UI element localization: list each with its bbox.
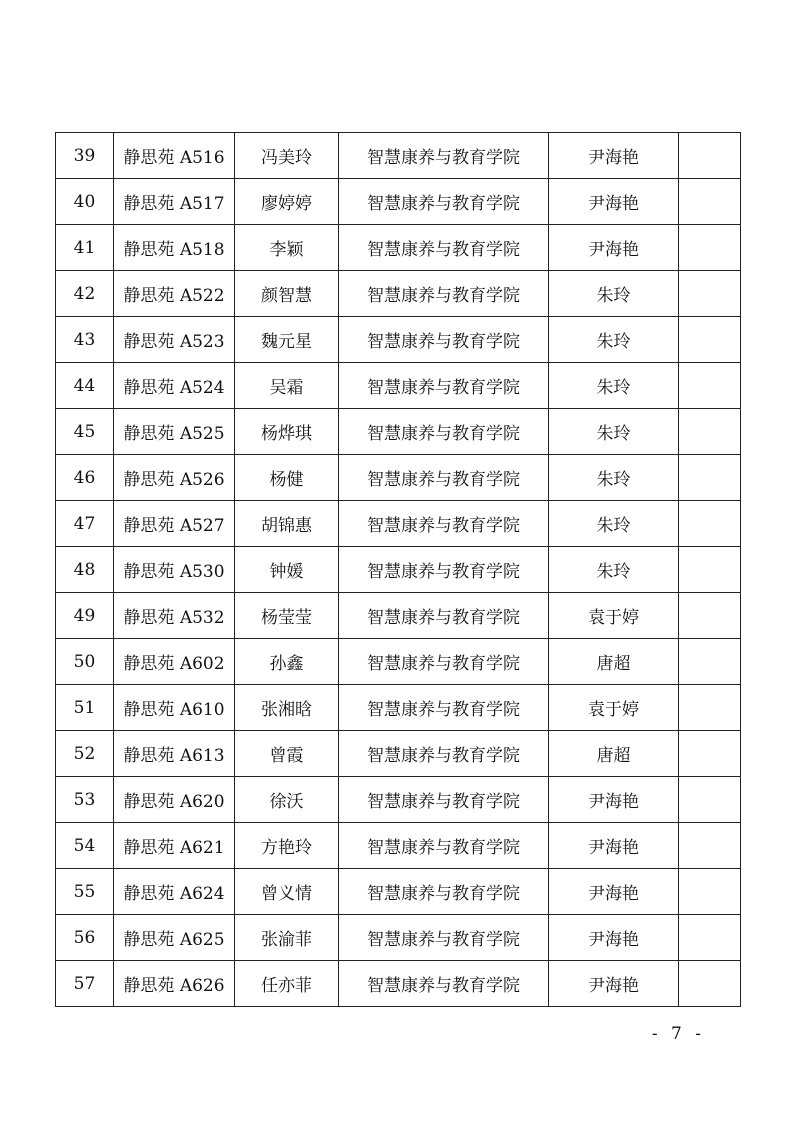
row-number-cell: 42 — [56, 271, 114, 317]
college-cell: 智慧康养与教育学院 — [339, 915, 549, 961]
advisor-cell: 尹海艳 — [549, 869, 679, 915]
table-row — [56, 547, 741, 593]
table-row — [56, 593, 741, 639]
college-cell: 智慧康养与教育学院 — [339, 225, 549, 271]
advisor-cell: 袁于婷 — [549, 685, 679, 731]
advisor-cell: 朱玲 — [549, 363, 679, 409]
advisor-cell: 尹海艳 — [549, 133, 679, 179]
advisor-cell: 尹海艳 — [549, 915, 679, 961]
row-number-cell: 40 — [56, 179, 114, 225]
advisor-cell: 尹海艳 — [549, 179, 679, 225]
advisor-cell: 唐超 — [549, 731, 679, 777]
row-number-cell: 55 — [56, 869, 114, 915]
student-name-cell: 曾义情 — [235, 869, 339, 915]
advisor-cell: 朱玲 — [549, 547, 679, 593]
student-name-cell: 钟媛 — [235, 547, 339, 593]
table-row — [56, 823, 741, 869]
note-cell — [679, 455, 741, 501]
dorm-room-cell: 静思苑 A620 — [114, 777, 235, 823]
note-cell — [679, 409, 741, 455]
table-row — [56, 455, 741, 501]
note-cell — [679, 961, 741, 1007]
note-cell — [679, 317, 741, 363]
advisor-cell: 朱玲 — [549, 501, 679, 547]
college-cell: 智慧康养与教育学院 — [339, 271, 549, 317]
row-number-cell: 57 — [56, 961, 114, 1007]
note-cell — [679, 133, 741, 179]
row-number-cell: 48 — [56, 547, 114, 593]
note-cell — [679, 731, 741, 777]
table-row — [56, 869, 741, 915]
table-row — [56, 225, 741, 271]
student-name-cell: 孙鑫 — [235, 639, 339, 685]
note-cell — [679, 639, 741, 685]
row-number-cell: 43 — [56, 317, 114, 363]
student-name-cell: 李颖 — [235, 225, 339, 271]
dorm-room-cell: 静思苑 A517 — [114, 179, 235, 225]
table-row — [56, 133, 741, 179]
note-cell — [679, 915, 741, 961]
student-name-cell: 杨烨琪 — [235, 409, 339, 455]
advisor-cell: 尹海艳 — [549, 225, 679, 271]
note-cell — [679, 501, 741, 547]
dorm-room-cell: 静思苑 A532 — [114, 593, 235, 639]
college-cell: 智慧康养与教育学院 — [339, 869, 549, 915]
note-cell — [679, 593, 741, 639]
note-cell — [679, 363, 741, 409]
student-name-cell: 方艳玲 — [235, 823, 339, 869]
dorm-room-cell: 静思苑 A613 — [114, 731, 235, 777]
dorm-room-cell: 静思苑 A626 — [114, 961, 235, 1007]
dorm-room-cell: 静思苑 A624 — [114, 869, 235, 915]
dorm-room-cell: 静思苑 A530 — [114, 547, 235, 593]
table-row — [56, 409, 741, 455]
student-name-cell: 任亦菲 — [235, 961, 339, 1007]
dormitory-table — [55, 132, 741, 1007]
row-number-cell: 45 — [56, 409, 114, 455]
advisor-cell: 朱玲 — [549, 409, 679, 455]
student-name-cell: 魏元星 — [235, 317, 339, 363]
table-row — [56, 685, 741, 731]
college-cell: 智慧康养与教育学院 — [339, 777, 549, 823]
college-cell: 智慧康养与教育学院 — [339, 547, 549, 593]
student-name-cell: 廖婷婷 — [235, 179, 339, 225]
advisor-cell: 尹海艳 — [549, 777, 679, 823]
college-cell: 智慧康养与教育学院 — [339, 731, 549, 777]
table-row — [56, 777, 741, 823]
note-cell — [679, 225, 741, 271]
advisor-cell: 朱玲 — [549, 271, 679, 317]
table-row — [56, 363, 741, 409]
advisor-cell: 尹海艳 — [549, 961, 679, 1007]
college-cell: 智慧康养与教育学院 — [339, 961, 549, 1007]
row-number-cell: 39 — [56, 133, 114, 179]
table-row — [56, 915, 741, 961]
table-row — [56, 317, 741, 363]
table-body — [56, 133, 741, 1007]
row-number-cell: 44 — [56, 363, 114, 409]
note-cell — [679, 869, 741, 915]
college-cell: 智慧康养与教育学院 — [339, 823, 549, 869]
row-number-cell: 52 — [56, 731, 114, 777]
advisor-cell: 朱玲 — [549, 317, 679, 363]
college-cell: 智慧康养与教育学院 — [339, 639, 549, 685]
dorm-room-cell: 静思苑 A516 — [114, 133, 235, 179]
student-name-cell: 张渝菲 — [235, 915, 339, 961]
student-name-cell: 冯美玲 — [235, 133, 339, 179]
row-number-cell: 47 — [56, 501, 114, 547]
student-name-cell: 曾霞 — [235, 731, 339, 777]
college-cell: 智慧康养与教育学院 — [339, 409, 549, 455]
note-cell — [679, 823, 741, 869]
row-number-cell: 49 — [56, 593, 114, 639]
table-row — [56, 501, 741, 547]
row-number-cell: 53 — [56, 777, 114, 823]
note-cell — [679, 777, 741, 823]
row-number-cell: 41 — [56, 225, 114, 271]
row-number-cell: 56 — [56, 915, 114, 961]
dorm-room-cell: 静思苑 A526 — [114, 455, 235, 501]
college-cell: 智慧康养与教育学院 — [339, 179, 549, 225]
note-cell — [679, 685, 741, 731]
student-name-cell: 颜智慧 — [235, 271, 339, 317]
note-cell — [679, 271, 741, 317]
student-name-cell: 吴霜 — [235, 363, 339, 409]
college-cell: 智慧康养与教育学院 — [339, 363, 549, 409]
college-cell: 智慧康养与教育学院 — [339, 455, 549, 501]
row-number-cell: 50 — [56, 639, 114, 685]
student-name-cell: 杨健 — [235, 455, 339, 501]
note-cell — [679, 547, 741, 593]
advisor-cell: 袁于婷 — [549, 593, 679, 639]
table-row — [56, 961, 741, 1007]
college-cell: 智慧康养与教育学院 — [339, 685, 549, 731]
college-cell: 智慧康养与教育学院 — [339, 593, 549, 639]
student-name-cell: 胡锦惠 — [235, 501, 339, 547]
table-row — [56, 639, 741, 685]
dorm-room-cell: 静思苑 A522 — [114, 271, 235, 317]
dorm-room-cell: 静思苑 A602 — [114, 639, 235, 685]
dorm-room-cell: 静思苑 A524 — [114, 363, 235, 409]
advisor-cell: 尹海艳 — [549, 823, 679, 869]
student-name-cell: 张湘晗 — [235, 685, 339, 731]
row-number-cell: 54 — [56, 823, 114, 869]
college-cell: 智慧康养与教育学院 — [339, 133, 549, 179]
note-cell — [679, 179, 741, 225]
table-row — [56, 179, 741, 225]
student-name-cell: 徐沃 — [235, 777, 339, 823]
dorm-room-cell: 静思苑 A518 — [114, 225, 235, 271]
page-number: - 7 - — [651, 1024, 705, 1044]
row-number-cell: 46 — [56, 455, 114, 501]
dorm-room-cell: 静思苑 A610 — [114, 685, 235, 731]
dorm-room-cell: 静思苑 A527 — [114, 501, 235, 547]
table-row — [56, 731, 741, 777]
advisor-cell: 朱玲 — [549, 455, 679, 501]
dorm-room-cell: 静思苑 A525 — [114, 409, 235, 455]
table-row — [56, 271, 741, 317]
dorm-room-cell: 静思苑 A625 — [114, 915, 235, 961]
college-cell: 智慧康养与教育学院 — [339, 501, 549, 547]
dorm-room-cell: 静思苑 A621 — [114, 823, 235, 869]
college-cell: 智慧康养与教育学院 — [339, 317, 549, 363]
dorm-room-cell: 静思苑 A523 — [114, 317, 235, 363]
student-name-cell: 杨莹莹 — [235, 593, 339, 639]
row-number-cell: 51 — [56, 685, 114, 731]
advisor-cell: 唐超 — [549, 639, 679, 685]
